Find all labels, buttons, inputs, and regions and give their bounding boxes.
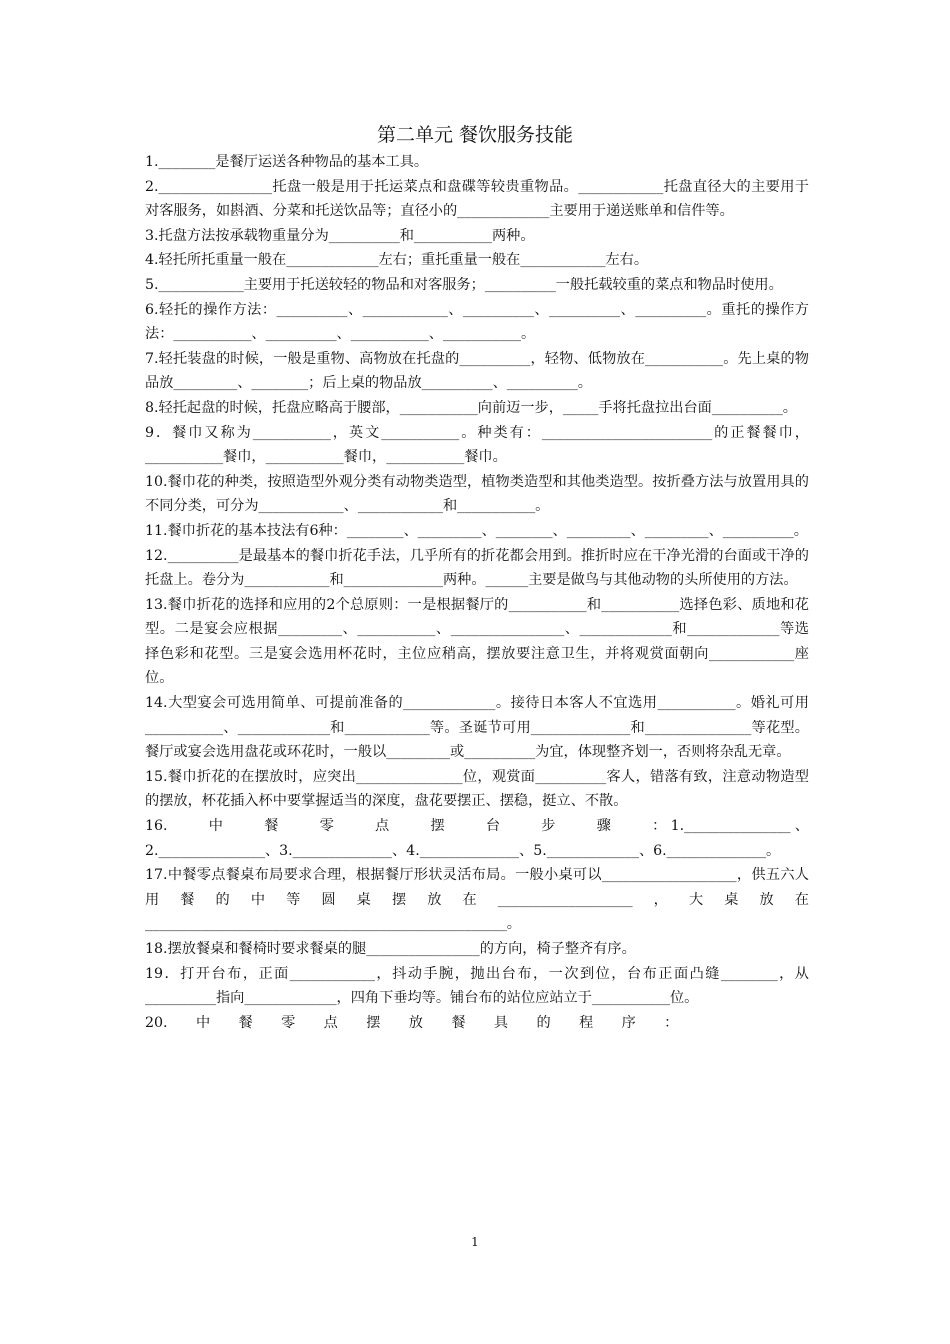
question-1: 1.________是餐厅运送各种物品的基本工具。 [145, 154, 429, 170]
question-14: 14.大型宴会可选用简单、可提前准备的_____________。接待日本客人不宜选用___________。婚礼可用___________、_____________和____________等。圣诞节可用______________和_______________等花型。餐厅或宴会选用盘花或环花时，一般以_________或__________为宜，体现整齐划一，否则将杂乱无章。 [145, 695, 809, 761]
page-title: 第二单元 餐饮服务技能 [376, 124, 574, 146]
question-6: 6.轻托的操作方法：__________、____________、__________、__________、__________。重托的操作方法：___________、__________、___________、___________。 [145, 301, 809, 343]
question-7: 7.轻托装盘的时候，一般是重物、高物放在托盘的__________，轻物、低物放在___________。先上桌的物品放_________、________；后上桌的物品放__________、__________。 [145, 350, 809, 392]
question-15: 15.餐巾折花的在摆放时，应突出_______________位，观赏面__________客人，错落有致，注意动物造型的摆放，杯花插入杯中要掌握适当的深度，盘花要摆正、摆稳，挺立、不散。 [145, 768, 809, 810]
question-4: 4.轻托所托重量一般在_____________左右；重托重量一般在____________左右。 [145, 252, 649, 269]
question-16: 16. 中 餐 零 点 摆 台 步 骤 ：1._______________、2._______________、3.______________、4.______________、5._____________、6.______________。 [145, 818, 809, 859]
question-19: 19．打开台布，正面____________，抖动手腕，抛出台布，一次到位，台布正面凸缝________，从__________指向_____________，四角下垂均等。铺台布的站位应站立于___________位。 [145, 965, 809, 1007]
question-8: 8.轻托起盘的时候，托盘应略高于腰部，___________向前迈一步，_____手将托盘拉出台面__________。 [145, 399, 797, 416]
question-13: 13.餐巾折花的选择和应用的2个总原则：一是根据餐厅的___________和___________选择色彩、质地和花型。二是宴会应根据_________、___________、________________、_____________和_____________等选择色彩和花型。三是宴会选用杯花时，主位应稍高，摆放要注意卫生，并将观赏面朝向____________座位。 [145, 596, 809, 687]
page-number: 1 [471, 1235, 479, 1249]
question-17: 17.中餐零点餐桌布局要求合理，根据餐厅形状灵活布局。一般小桌可以___________________，供五六人用餐的中等圆桌摆放在___________________，大桌放在___________________________________________________。 [145, 867, 809, 933]
question-18: 18.摆放餐桌和餐椅时要求餐桌的腿________________的方向，椅子整齐有序。 [145, 941, 636, 957]
question-2: 2.________________托盘一般是用于托运菜点和盘碟等较贵重物品。____________托盘直径大的主要用于对客服务，如斟酒、分菜和托送饮品等；直径小的_____________主要用于递送账单和信件等。 [145, 178, 809, 220]
question-9: 9．餐巾又称为___________，英文___________。种类有：________________________的正餐餐巾，___________餐巾，___________餐巾，___________餐巾。 [145, 424, 809, 466]
question-5: 5.____________主要用于托送较轻的物品和对客服务；__________一般托载较重的菜点和物品时使用。 [145, 276, 783, 293]
question-list [145, 150, 809, 1035]
question-11: 11.餐巾折花的基本技法有6种：________、_________、________、_________、_________、__________。 [145, 522, 808, 539]
question-12: 12.__________是最基本的餐巾折花手法，几乎所有的折花都会用到。推折时应在干净光滑的台面或干净的托盘上。卷分为____________和______________两种。______主要是做鸟与其他动物的头所使用的方法。 [145, 547, 809, 589]
question-3: 3.托盘方法按承载物重量分为__________和___________两种。 [145, 227, 535, 244]
question-20: 20. 中 餐 零 点 摆 放 餐 具 的 程 序 ： [145, 1014, 679, 1031]
question-10: 10.餐巾花的种类，按照造型外观分类有动物类造型，植物类造型和其他类造型。按折叠方法与放置用具的不同分类，可分为____________、____________和___________。 [145, 473, 809, 515]
